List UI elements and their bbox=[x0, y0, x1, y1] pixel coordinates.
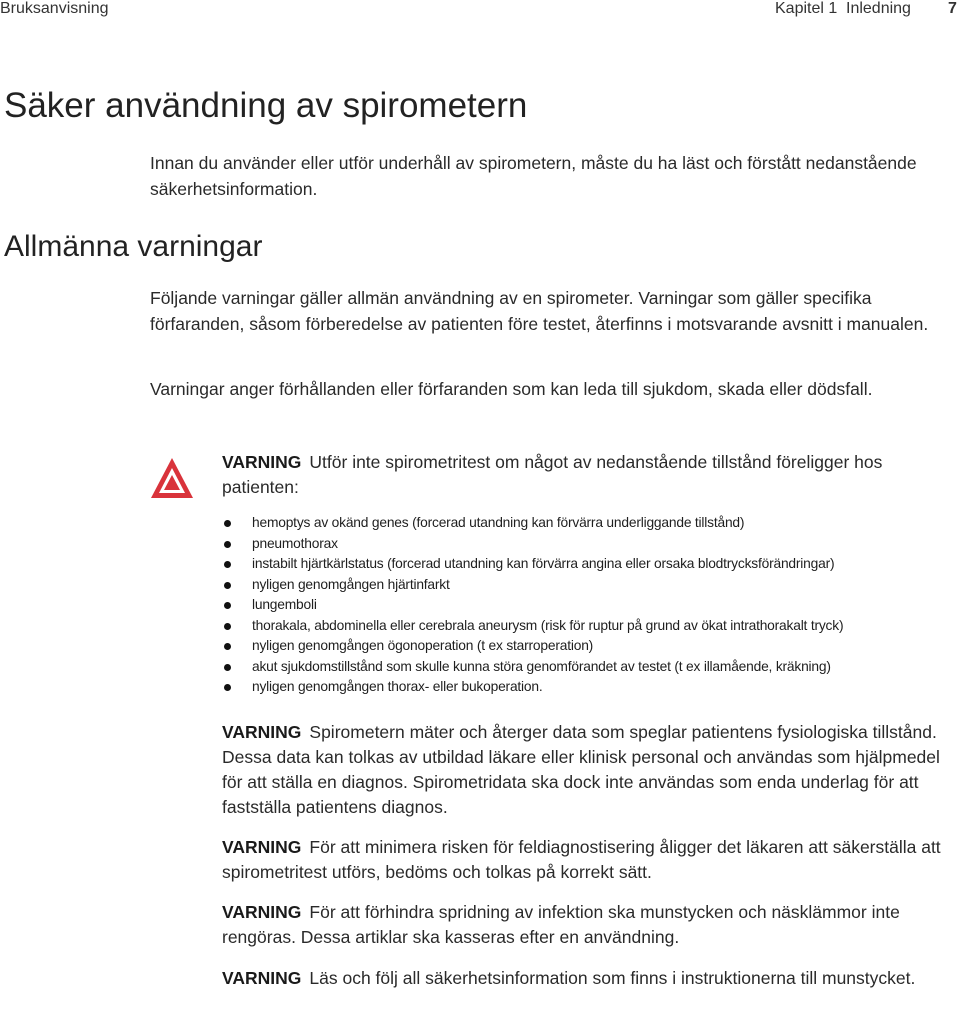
bullet-icon bbox=[224, 561, 231, 568]
warning-text: Utför inte spirometritest om något av nedanstående tillstånd föreligger hos patienten: bbox=[222, 452, 883, 497]
warning-contraindications bbox=[222, 450, 947, 500]
list-item: akut sjukdomstillstånd som skulle kunna störa genomförandet av testet (t ex illamående, kräkning) bbox=[222, 657, 942, 678]
contraindication-list bbox=[222, 513, 942, 698]
header-chapter: Kapitel 1 bbox=[775, 0, 838, 17]
warning-misdiagnosis bbox=[222, 835, 947, 885]
list-item: thorakala, abdominella eller cerebrala aneurysm (risk för ruptur på grund av ökat intrathorakalt tryck) bbox=[222, 616, 942, 637]
bullet-icon bbox=[224, 541, 231, 548]
bullet-icon bbox=[224, 643, 231, 650]
warning-infection bbox=[222, 900, 947, 950]
bullet-icon bbox=[224, 520, 231, 527]
bullet-icon bbox=[224, 582, 231, 589]
warning-data-interpretation bbox=[222, 720, 947, 820]
warning-text: Spirometern mäter och återger data som speglar patientens fysiologiska tillstånd. Dessa data kan tolkas av utbildad läkare eller klinisk personal och användas som hjälpmedel för att ställa en diagnos. Spirometridata ska dock inte användas som enda underlag för att fastställa patientens diagnos. bbox=[222, 722, 940, 817]
warning-keyword: VARNING bbox=[222, 722, 302, 742]
header-section: Inledning bbox=[846, 0, 911, 17]
list-item: nyligen genomgången thorax- eller bukoperation. bbox=[222, 677, 942, 698]
warning-text: Läs och följ all säkerhetsinformation som finns i instruktionerna till munstycket. bbox=[309, 968, 916, 988]
warning-keyword: VARNING bbox=[222, 902, 302, 922]
warning-mouthpiece-instructions bbox=[222, 966, 947, 991]
header-manual-title: Bruksanvisning bbox=[0, 0, 109, 17]
bullet-icon bbox=[224, 623, 231, 630]
section-heading-general-warnings: Allmänna varningar bbox=[4, 230, 263, 263]
bullet-icon bbox=[224, 664, 231, 671]
warning-keyword: VARNING bbox=[222, 968, 302, 988]
bullet-icon bbox=[224, 602, 231, 609]
bullet-icon bbox=[224, 684, 231, 691]
header-page-number: 7 bbox=[948, 0, 957, 17]
warning-keyword: VARNING bbox=[222, 452, 302, 472]
general-warnings-paragraph-1: Följande varningar gäller allmän användning av en spirometer. Varningar som gäller specifika förfaranden, såsom förberedelse av patienten före testet, återfinns i motsvarande avsnitt i manualen. bbox=[150, 288, 929, 334]
warning-triangle-icon bbox=[149, 456, 195, 500]
page-title: Säker användning av spirometern bbox=[4, 86, 528, 125]
list-item: hemoptys av okänd genes (forcerad utandning kan förvärra underliggande tillstånd) bbox=[222, 513, 942, 534]
warning-text: För att minimera risken för feldiagnostisering åligger det läkaren att säkerställa att spirometritest utförs, bedöms och tolkas på korrekt sätt. bbox=[222, 837, 941, 882]
list-item: lungemboli bbox=[222, 595, 942, 616]
warning-text: För att förhindra spridning av infektion ska munstycken och näsklämmor inte rengöras. Dessa artiklar ska kasseras efter en användning. bbox=[222, 902, 900, 947]
warning-keyword: VARNING bbox=[222, 837, 302, 857]
page-header bbox=[0, 0, 960, 22]
list-item: nyligen genomgången hjärtinfarkt bbox=[222, 575, 942, 596]
intro-paragraph: Innan du använder eller utför underhåll av spirometern, måste du ha läst och förstått nedanstående säkerhetsinformation. bbox=[150, 153, 917, 199]
list-item: pneumothorax bbox=[222, 534, 942, 555]
list-item: nyligen genomgången ögonoperation (t ex starroperation) bbox=[222, 636, 942, 657]
list-item: instabilt hjärtkärlstatus (forcerad utandning kan förvärra angina eller orsaka blodtrycksförändringar) bbox=[222, 554, 942, 575]
general-warnings-paragraph-2: Varningar anger förhållanden eller förfaranden som kan leda till sjukdom, skada eller dödsfall. bbox=[150, 379, 873, 399]
